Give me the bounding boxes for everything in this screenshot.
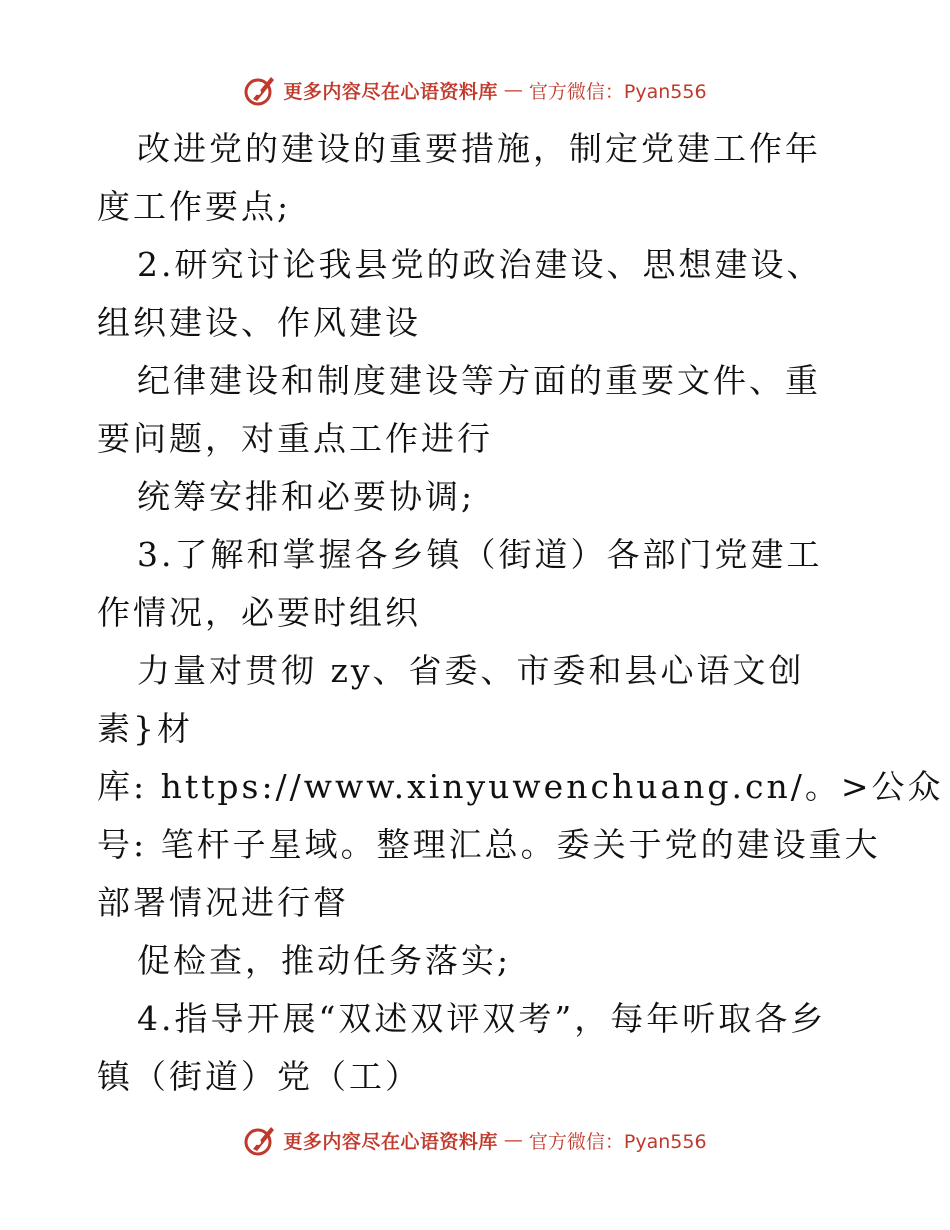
footer-separator: — [503, 1129, 523, 1151]
quill-logo-icon [243, 73, 277, 107]
paragraph-6: 力量对贯彻 zy、省委、市委和县心语文创素}材 [97, 651, 805, 748]
footer-contact: 官方微信：Pyan556 [528, 1130, 707, 1153]
header-separator: — [503, 79, 523, 101]
paragraph-8: 4.指导开展“双述双评双考”，每年听取各乡镇（街道）党（工） [97, 999, 827, 1096]
header-contact: 官方微信：Pyan556 [528, 80, 707, 103]
url-line-2: 号: 笔杆子星域。整理汇总。委关于党的建设重大 [97, 825, 881, 864]
footer-watermark-banner [0, 1120, 950, 1160]
paragraph-3: 纪律建设和制度建设等方面的重要文件、重要问题，对重点工作进行 [97, 361, 821, 458]
document-body [97, 120, 944, 1106]
url-line-3: 部署情况进行督 [97, 883, 349, 922]
header-site-text: 更多内容尽在心语资料库 [283, 80, 498, 103]
footer-site-text: 更多内容尽在心语资料库 [283, 1130, 498, 1153]
paragraph-2: 2.研究讨论我县党的政治建设、思想建设、组织建设、作风建设 [97, 245, 823, 342]
header-watermark-banner [0, 70, 950, 110]
paragraph-7: 促检查，推动任务落实; [137, 941, 512, 980]
paragraph-1: 改进党的建设的重要措施，制定党建工作年度工作要点; [97, 129, 821, 226]
quill-logo-icon [243, 1123, 277, 1157]
paragraph-5: 3.了解和掌握各乡镇（街道）各部门党建工作情况，必要时组织 [97, 535, 823, 632]
url-line-1: 库: https://www.xinyuwenchuang.cn/。>公众 [97, 767, 944, 806]
paragraph-4: 统筹安排和必要协调; [137, 477, 476, 516]
